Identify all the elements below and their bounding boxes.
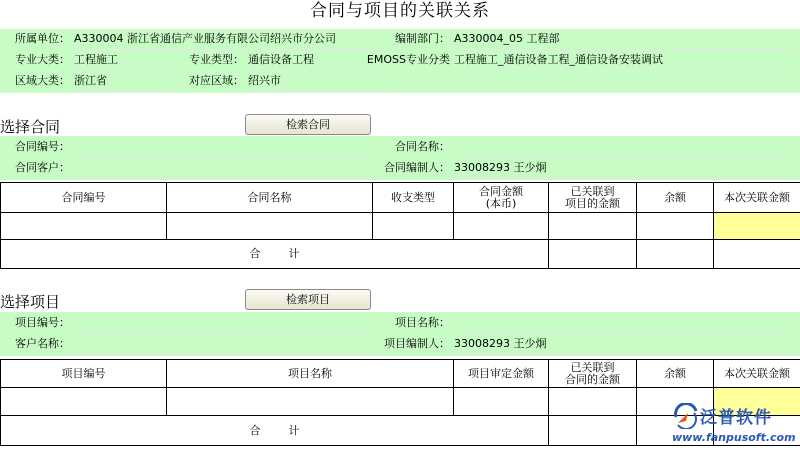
page-title: 合同与项目的关联关系	[310, 1, 490, 21]
cell	[637, 213, 714, 240]
project-no-label: 项目编号：	[15, 316, 70, 329]
cell	[373, 213, 454, 240]
cell	[454, 388, 549, 416]
cell	[167, 388, 454, 416]
col-linked-to-project: 已关联到 项目的金额	[549, 183, 637, 213]
emoss-label: EMOSS专业分类	[366, 53, 450, 66]
col-project-no: 项目编号	[1, 360, 167, 388]
project-author-label: 项目编制人：	[384, 337, 450, 350]
cell	[549, 416, 637, 446]
major-type-value: 通信设备工程	[248, 51, 388, 70]
contract-author-value: 33008293 王少炯	[454, 159, 794, 178]
cell	[714, 240, 800, 269]
col-contract-name: 合同名称	[167, 183, 373, 213]
contract-customer-label: 合同客户：	[15, 161, 70, 174]
project-name-field[interactable]	[454, 314, 794, 333]
region-category-value: 浙江省	[74, 72, 174, 91]
col-linked-to-contract: 已关联到 合同的金额	[549, 360, 637, 388]
region-value: 绍兴市	[248, 72, 388, 91]
cell	[1, 388, 167, 416]
dept-label: 编制部门：	[395, 32, 450, 45]
fanpusoft-watermark	[670, 403, 800, 450]
major-category-label: 专业大类：	[15, 53, 70, 66]
contract-author-label: 合同编制人：	[384, 161, 450, 174]
table-row	[1, 213, 800, 240]
customer-name-label: 客户名称：	[15, 337, 70, 350]
customer-name-field[interactable]	[74, 335, 374, 354]
cell	[637, 240, 714, 269]
col-balance: 余额	[637, 360, 714, 388]
major-category-value: 工程施工	[74, 51, 174, 70]
region-category-label: 区域大类：	[15, 74, 70, 87]
project-no-field[interactable]	[74, 314, 374, 333]
contract-name-label: 合同名称：	[395, 140, 450, 153]
col-current-link-amount: 本次关联金额	[714, 360, 800, 388]
contract-section-title: 选择合同	[0, 118, 61, 136]
brand-url: www.fanpusoft.com	[672, 431, 796, 444]
cell	[549, 213, 637, 240]
search-project-button[interactable]: 检索项目	[245, 289, 371, 310]
col-current-link-amount: 本次关联金额	[714, 183, 800, 213]
project-section-title: 选择项目	[0, 293, 61, 311]
fanpusoft-logo-icon	[672, 403, 700, 429]
total-row	[1, 240, 800, 269]
contract-table	[0, 182, 800, 269]
project-author-value: 33008293 王少炯	[454, 335, 794, 354]
contract-no-label: 合同编号：	[15, 140, 70, 153]
emoss-value: 工程施工_通信设备工程_通信设备安装调试	[454, 51, 794, 70]
region-label: 对应区域：	[189, 74, 244, 87]
contract-name-field[interactable]	[454, 138, 794, 157]
col-income-type: 收支类型	[373, 183, 454, 213]
owner-value: A330004 浙江省通信产业服务有限公司绍兴市分公司	[74, 30, 390, 49]
dept-value: A330004_05 工程部	[454, 30, 794, 49]
contract-no-field[interactable]	[74, 138, 374, 157]
total-label: 合 计	[1, 416, 549, 446]
col-balance: 余额	[637, 183, 714, 213]
cell	[454, 213, 549, 240]
owner-label: 所属单位：	[15, 32, 70, 45]
project-name-label: 项目名称：	[395, 316, 450, 329]
search-contract-button[interactable]: 检索合同	[245, 114, 371, 135]
total-label: 合 计	[1, 240, 549, 269]
current-link-amount-input[interactable]	[714, 213, 800, 240]
col-contract-no: 合同编号	[1, 183, 167, 213]
brand-name: 泛普软件	[700, 408, 772, 428]
col-project-name: 项目名称	[167, 360, 454, 388]
cell	[549, 240, 637, 269]
cell	[167, 213, 373, 240]
major-type-label: 专业类型：	[189, 53, 244, 66]
col-approved-amount: 项目审定金额	[454, 360, 549, 388]
cell	[549, 388, 637, 416]
col-contract-amount: 合同金额 (本币)	[454, 183, 549, 213]
contract-customer-field[interactable]	[74, 159, 374, 178]
cell	[1, 213, 167, 240]
